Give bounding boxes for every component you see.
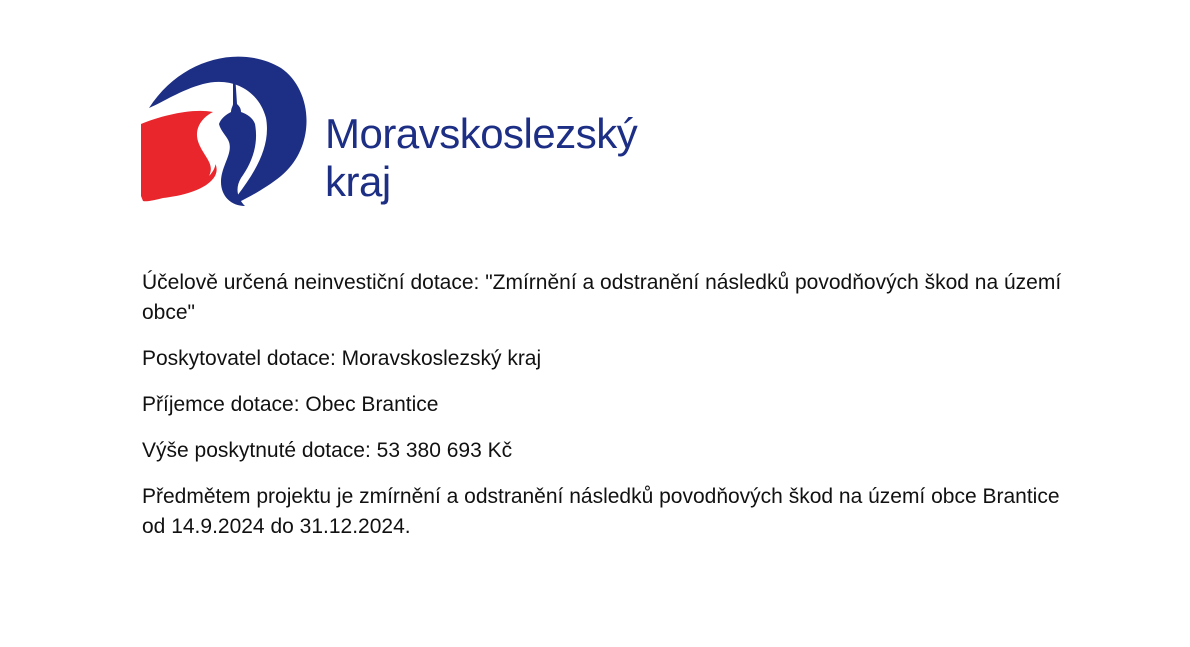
grant-amount: Výše poskytnuté dotace: 53 380 693 Kč: [142, 439, 513, 462]
grant-title: Účelově určená neinvestiční dotace: "Zmírnění a odstranění následků povodňových škod na území obce": [142, 271, 1062, 324]
grant-provider: Poskytovatel dotace: Moravskoslezský kraj: [142, 347, 542, 370]
logo-text-line1: Moravskoslezský: [325, 110, 638, 157]
grant-info: [142, 268, 1072, 558]
grant-recipient: Příjemce dotace: Obec Brantice: [142, 393, 439, 416]
region-logo: [141, 46, 661, 211]
region-emblem-icon: [141, 46, 311, 211]
logo-text-line2: kraj: [325, 158, 391, 205]
grant-description: Předmětem projektu je zmírnění a odstranění následků povodňových škod na území obce Brantice od 14.9.2024 do 31.12.2024.: [142, 485, 1060, 538]
